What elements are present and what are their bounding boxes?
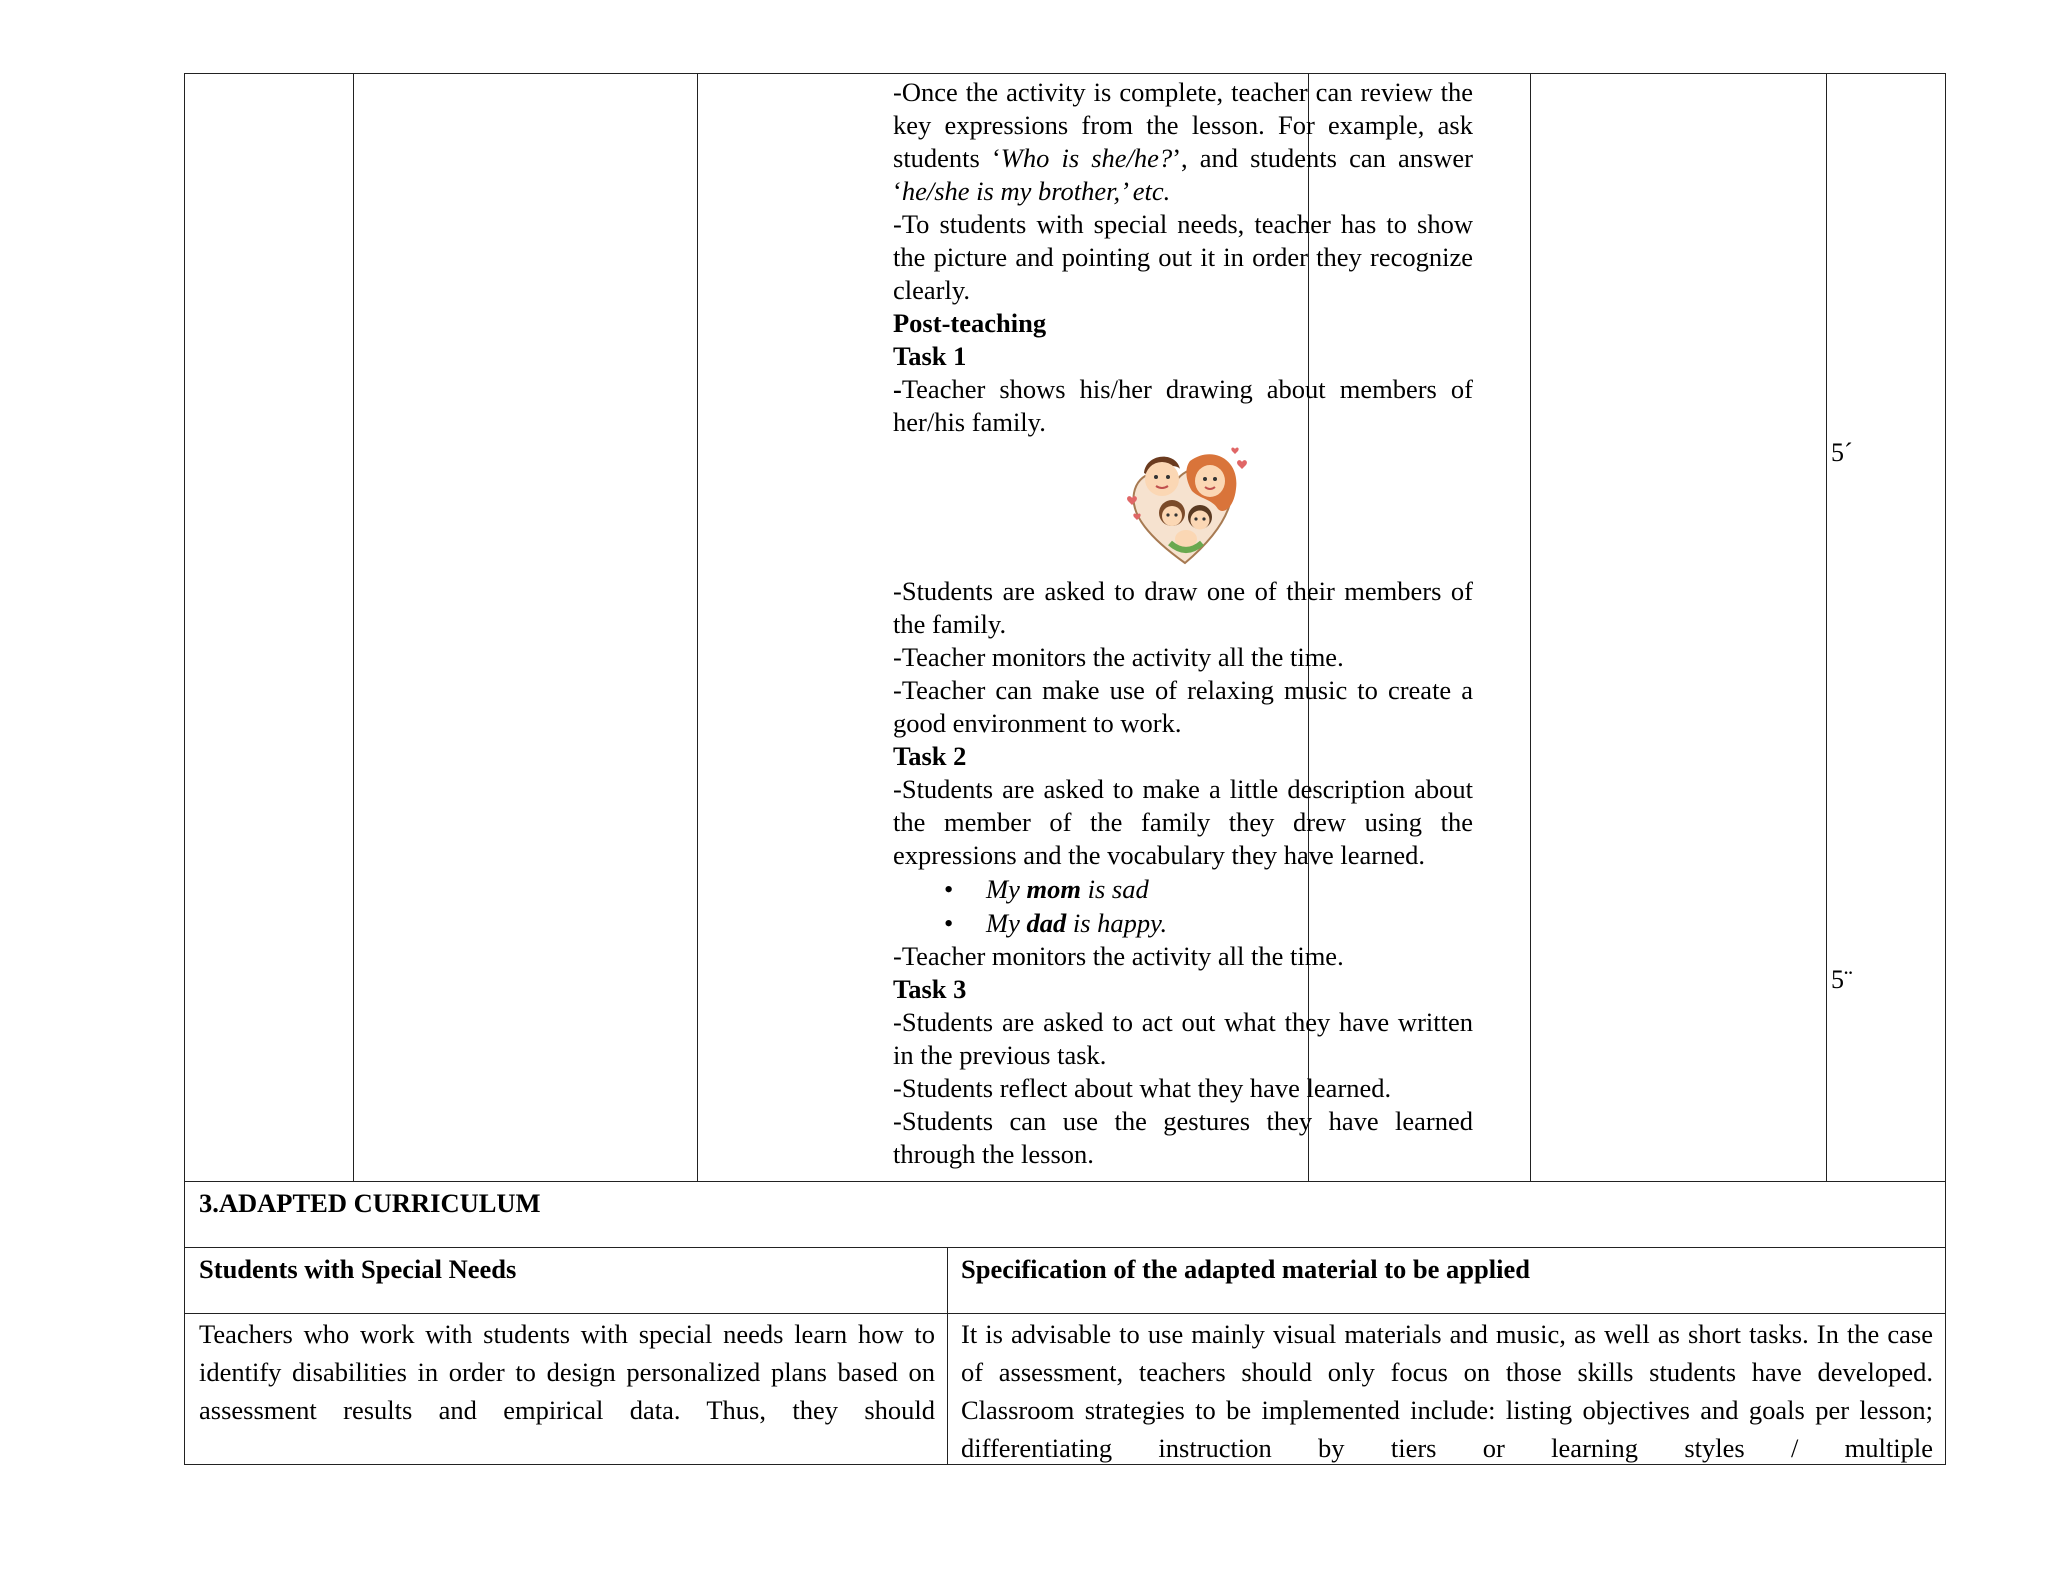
task2-intro: -Students are asked to make a little description about the member of the family they drew using the expressions and the vocabulary they have learned.: [893, 774, 1473, 870]
column-divider-2: [697, 74, 698, 1181]
column-divider-1: [353, 74, 354, 1181]
bullet-icon: •: [944, 874, 954, 904]
review-paragraph: -Once the activity is complete, teacher can review the key expressions from the lesson. For example, ask students ‘Who is she/he?’, and students can answer ‘he/she is my brother,’ etc.: [893, 77, 1474, 206]
col2-text: It is advisable to use mainly visual materials and music, as well as short tasks. In the case of assessment, teachers should only focus on those skills students have developed. Classroom strategies to be implemented include: listing objectives and goals per lesson; differentiating instruction by tiers or learning styles / multiple: [961, 1319, 1933, 1463]
time-mark: 5´: [1831, 438, 1853, 467]
row-divider: [185, 1313, 1945, 1314]
lesson-procedure-table: [184, 73, 1946, 1182]
task3-step: -Students reflect about what they have learned.: [893, 1073, 1392, 1103]
task3-step: -Students are asked to act out what they have written in the previous task.: [893, 1007, 1473, 1070]
special-needs-paragraph: -To students with special needs, teacher has to show the picture and pointing out it in order they recognize clearly.: [893, 209, 1473, 305]
task3-heading: Task 3: [893, 974, 967, 1004]
list-item: • My dad is happy.: [944, 908, 1168, 938]
section-title: 3.ADAPTED CURRICULUM: [199, 1188, 541, 1218]
col1-header: Students with Special Needs: [199, 1254, 517, 1284]
col1-text: Teachers who work with students with special needs learn how to identify disabilities in order to design personalized plans based on assessment results and empirical data. Thus, they should: [199, 1319, 935, 1425]
task1-step: -Teacher can make use of relaxing music to create a good environment to work.: [893, 675, 1473, 738]
task2-heading: Task 2: [893, 741, 967, 771]
column-divider: [947, 1248, 948, 1464]
adapted-curriculum-table: [184, 1248, 1946, 1465]
task1-step: -Students are asked to draw one of their members of the family.: [893, 576, 1473, 639]
task1-intro: -Teacher shows his/her drawing about members of her/his family.: [893, 374, 1473, 437]
column-divider-5: [1826, 74, 1827, 1181]
task2-monitor: -Teacher monitors the activity all the time.: [893, 941, 1344, 971]
adapted-curriculum-title-row: [184, 1182, 1946, 1248]
column-divider-4: [1530, 74, 1531, 1181]
time-mark: 5¨: [1831, 965, 1853, 994]
procedure-cell: [893, 76, 1473, 1171]
task1-heading: Task 1: [893, 341, 967, 371]
task1-step: -Teacher monitors the activity all the time.: [893, 642, 1344, 672]
task2-example-list: [893, 872, 1473, 940]
list-item: • My mom is sad: [944, 874, 1149, 904]
bullet-icon: •: [944, 908, 954, 938]
task3-step: -Students can use the gestures they have learned through the lesson.: [893, 1106, 1473, 1169]
family-heart-illustration: [1120, 443, 1250, 567]
col2-header: Specification of the adapted material to be applied: [961, 1254, 1530, 1284]
post-teaching-heading: Post-teaching: [893, 308, 1047, 338]
